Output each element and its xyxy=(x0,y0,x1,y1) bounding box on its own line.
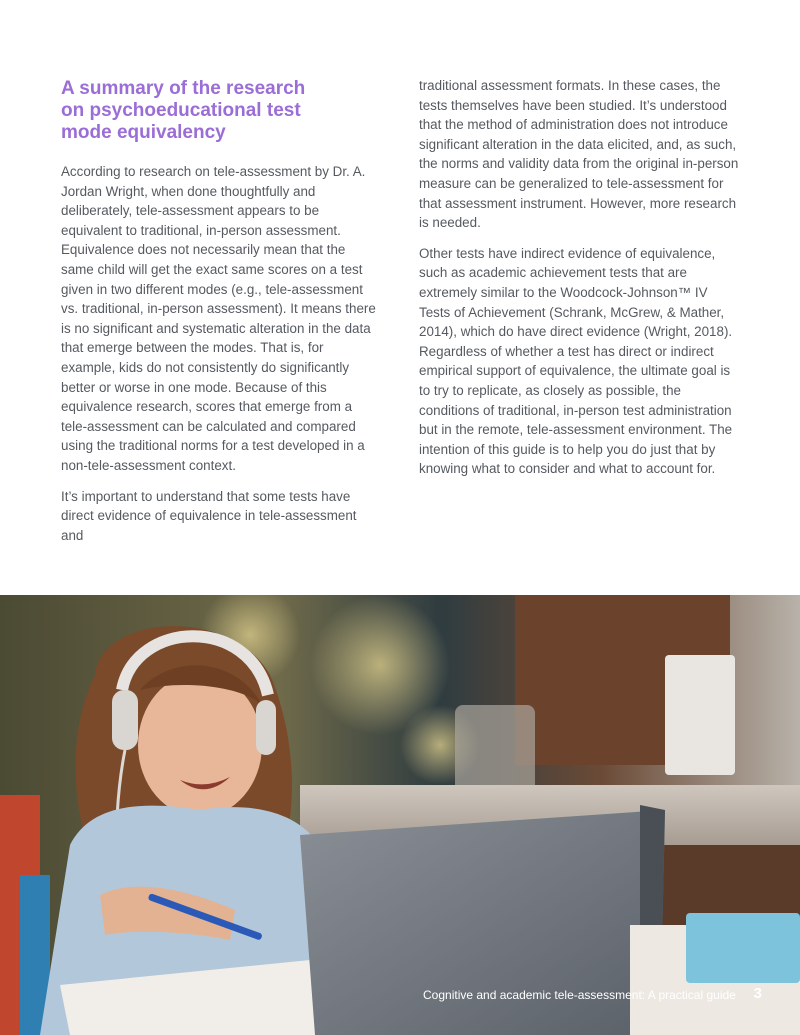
heading-line-2: on psychoeducational test xyxy=(61,100,301,121)
page-number: 3 xyxy=(753,985,762,1002)
heading-line-3: mode equivalency xyxy=(61,122,226,143)
body-paragraph: traditional assessment formats. In these cases, the tests themselves have been studied. It’s understood that the method of administration does not introduce significant alteration in the data elicited, and, as such, the norms and validity data from the original in-person measure can be generalized to tele-assessment for that assessment instrument. However, more research is needed. xyxy=(419,78,739,231)
right-column xyxy=(419,76,737,490)
body-paragraph: It’s important to understand that some tests have direct evidence of equivalence in tele-assessment and xyxy=(61,488,357,543)
body-paragraph: Other tests have indirect evidence of equivalence, such as academic achievement tests that are extremely similar to the Woodcock-Johnson™ IV Tests of Achievement (Schrank, McGrew, & Mather, 2014), which do have direct evidence (Wright, 2018). Regardless of whether a test has direct or indirect empirical support of equivalence, the ultimate goal is to try to replicate, as closely as possible, the conditions of traditional, in-person test administration but in the remote, tele-assessment environment. The intention of this guide is to help you do just that by knowing what to consider and what to account for. xyxy=(419,245,733,477)
footer-title: Cognitive and academic tele-assessment: A practical guide xyxy=(423,988,736,1002)
hero-photo xyxy=(0,595,800,1035)
body-paragraph: According to research on tele-assessment by Dr. A. Jordan Wright, when done thoughtfully and deliberately, tele-assessment appears to be equivalent to traditional, in-person assessment. Equivalence does not necessarily mean that the same child will get the exact same scores on a test given in two different modes (e.g., tele-assessment vs. traditional, in-person assessment). It means there is no significant and systematic alteration in the data that emerge between the modes. That is, for example, kids do not consistently do significantly better or worse in one mode. Because of this equivalence research, scores that emerge from a tele-assessment can be calculated and compared using the traditional norms for a test developed in a non-tele-assessment context. xyxy=(61,164,376,473)
left-column xyxy=(61,76,379,556)
heading-line-1: A summary of the research xyxy=(61,78,306,99)
girl-with-headphones-photo xyxy=(0,595,800,1035)
section-heading xyxy=(61,76,379,144)
